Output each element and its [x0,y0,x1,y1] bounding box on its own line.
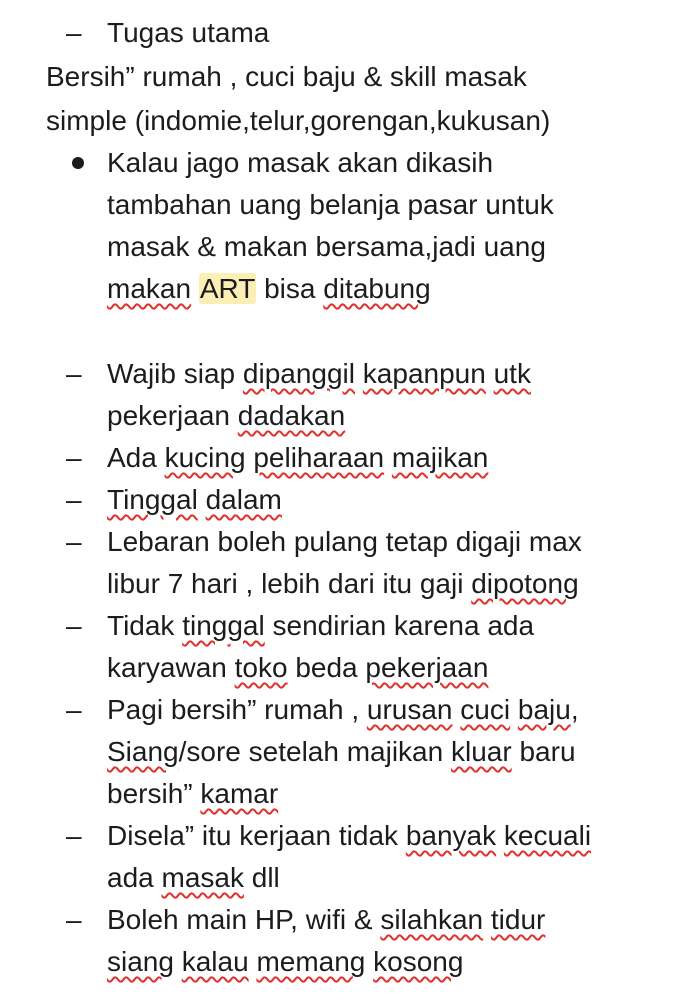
list-item-line[interactable] [107,563,579,605]
text-run: Boleh main HP, wifi & [107,904,373,935]
text-run: pekerjaan [107,400,230,431]
misspelled-word[interactable]: Tinggal [107,484,198,515]
misspelled-word[interactable]: peliharaan [253,442,385,473]
list-item-line[interactable] [107,731,576,773]
list-item-line[interactable] [107,689,579,731]
misspelled-word[interactable]: urusan [366,694,453,725]
misspelled-word[interactable]: kosong [373,946,464,977]
misspelled-word[interactable]: tinggal [182,610,265,641]
intro-line-1[interactable] [46,56,527,98]
misspelled-word[interactable]: baju [517,694,571,725]
misspelled-word[interactable]: kapanpun [362,358,486,389]
bullet-dot [72,157,84,169]
misspelled-word[interactable]: kecuali [503,820,592,851]
list-item-line[interactable] [107,773,278,815]
list-item-line[interactable] [107,353,531,395]
dash-marker: – [66,358,82,389]
bullet-line-4[interactable] [107,268,431,310]
list-item-tugas-utama[interactable] [107,12,269,54]
misspelled-word[interactable]: dalam [205,484,282,515]
text-run: /sore setelah majikan [178,736,444,767]
misspelled-word[interactable]: tidur [490,904,546,935]
misspelled-word[interactable]: majikan [391,442,489,473]
misspelled-word[interactable]: utk [493,358,531,389]
text-run: Tugas utama [107,17,270,48]
text-run: Disela” itu kerjaan tidak [107,820,399,851]
misspelled-word[interactable]: makan [107,273,192,304]
misspelled-word[interactable]: Siang [107,736,179,767]
text-run: sendirian karena ada [272,610,535,641]
misspelled-word[interactable]: banyak [405,820,497,851]
list-item-line[interactable] [107,605,534,647]
dash-marker: – [66,820,82,851]
dash-marker: – [66,442,82,473]
list-item-line[interactable] [107,857,280,899]
misspelled-word[interactable]: kamar [200,778,279,809]
text-run: Wajib siap [107,358,236,389]
dash-marker: – [66,694,82,725]
misspelled-word[interactable]: cuci [460,694,511,725]
list-item-line[interactable] [107,647,488,689]
dash-marker: – [66,526,82,557]
dash-marker: – [66,17,82,48]
misspelled-word[interactable]: silahkan [380,904,484,935]
misspelled-word[interactable]: dadakan [237,400,346,431]
list-item-line[interactable] [107,815,591,857]
misspelled-word[interactable]: masak [161,862,244,893]
list-item-line[interactable] [107,899,545,941]
intro-line-2[interactable] [46,100,550,142]
bullet-line-2[interactable] [107,184,554,226]
text-run: beda [295,652,358,683]
text-run: Tidak [107,610,175,641]
text-run: bersih” [107,778,193,809]
list-item-line[interactable] [107,941,463,983]
text-run: , [570,694,579,725]
misspelled-word[interactable]: ditabung [323,273,431,304]
text-run: masak & makan bersama,jadi uang [107,231,546,262]
misspelled-word[interactable]: memang [256,946,366,977]
bullet-line-3[interactable] [107,226,546,268]
text-run: tambahan uang belanja pasar untuk [107,189,554,220]
text-run: libur 7 hari , lebih dari itu gaji [107,568,464,599]
misspelled-word[interactable]: toko [234,652,288,683]
text-run: Ada [107,442,157,473]
list-item-line[interactable] [107,437,488,479]
list-item-line[interactable] [107,521,582,563]
text-run: bisa [264,273,316,304]
text-run: dll [251,862,280,893]
dash-marker: – [66,904,82,935]
list-item-line[interactable] [107,479,282,521]
text-run: baru [519,736,576,767]
misspelled-word[interactable]: dipanggil [242,358,356,389]
dash-marker: – [66,610,82,641]
misspelled-word[interactable]: kluar [450,736,512,767]
text-run: Kalau jago masak akan dikasih [107,147,494,178]
list-item-line[interactable] [107,395,345,437]
text-run: ada [107,862,154,893]
text-run: karyawan [107,652,227,683]
text-run: Bersih” rumah , cuci baju & skill masak [46,61,527,92]
misspelled-word[interactable]: kalau [181,946,249,977]
text-run: Pagi bersih” rumah , [107,694,360,725]
text-run: simple (indomie,telur,gorengan,kukusan) [46,105,551,136]
misspelled-word[interactable]: dipotong [471,568,579,599]
misspelled-word[interactable]: kucing [164,442,246,473]
highlighted-word[interactable]: ART [199,273,256,304]
text-run: Lebaran boleh pulang tetap digaji max [107,526,582,557]
bullet-line-1[interactable] [107,142,493,184]
misspelled-word[interactable]: siang [107,946,174,977]
dash-marker: – [66,484,82,515]
misspelled-word[interactable]: pekerjaan [365,652,489,683]
